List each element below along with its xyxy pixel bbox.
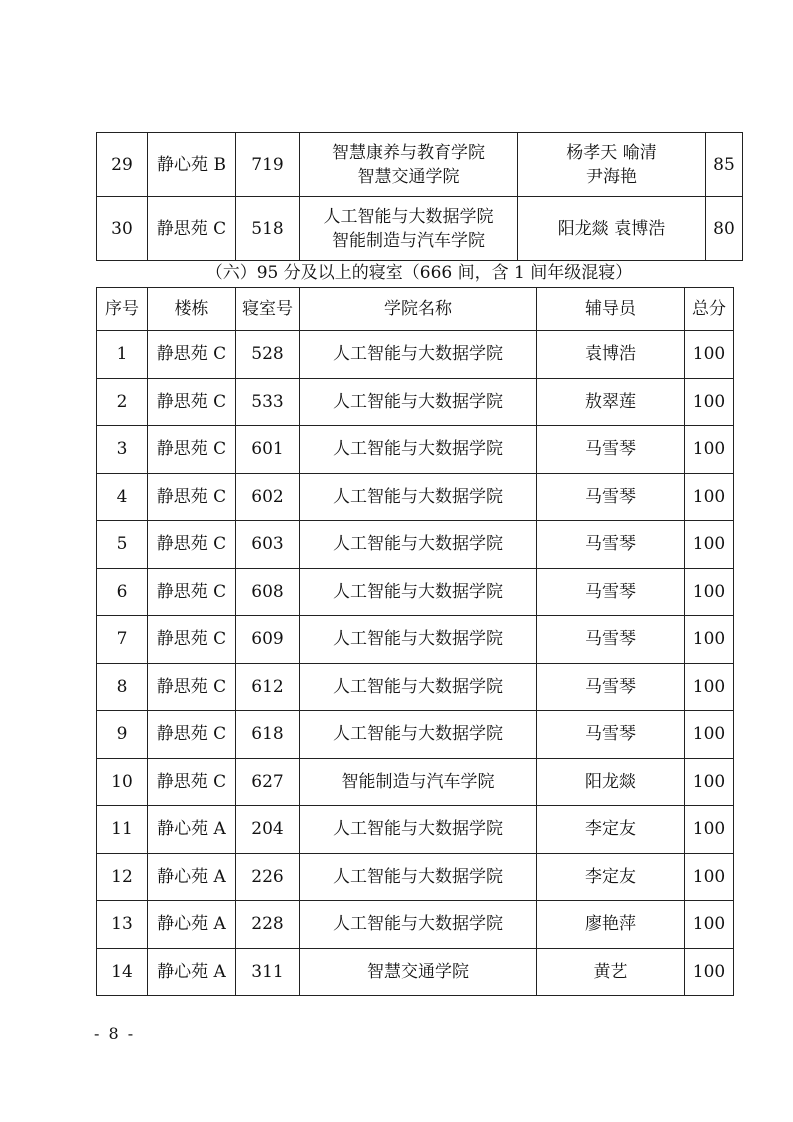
cell-no: 8 xyxy=(97,663,148,711)
cell-room: 528 xyxy=(236,331,300,379)
cell-room: 601 xyxy=(236,426,300,474)
cell-room: 533 xyxy=(236,378,300,426)
table-row xyxy=(97,331,734,379)
cell-building: 静心苑 B xyxy=(148,133,236,197)
cell-college: 智慧交通学院 xyxy=(300,948,537,996)
cell-college: 智能制造与汽车学院 xyxy=(300,758,537,806)
cell-college: 人工智能与大数据学院 xyxy=(300,568,537,616)
cell-building: 静思苑 C xyxy=(148,758,236,806)
cell-counselor: 马雪琴 xyxy=(537,616,685,664)
cell-building: 静心苑 A xyxy=(148,853,236,901)
cell-no: 30 xyxy=(97,197,148,261)
cell-counselor: 马雪琴 xyxy=(537,663,685,711)
header-room: 寝室号 xyxy=(236,288,300,331)
cell-room: 602 xyxy=(236,473,300,521)
header-no: 序号 xyxy=(97,288,148,331)
table-row xyxy=(97,521,734,569)
cell-no: 29 xyxy=(97,133,148,197)
cell-building: 静思苑 C xyxy=(148,331,236,379)
table-row xyxy=(97,133,743,197)
cell-line: 人工智能与大数据学院 xyxy=(323,206,494,227)
cell-no: 12 xyxy=(97,853,148,901)
cell-college: 人工智能与大数据学院 xyxy=(300,378,537,426)
cell-score: 100 xyxy=(685,901,734,949)
table-row xyxy=(97,853,734,901)
cell-score: 100 xyxy=(685,806,734,854)
header-score: 总分 xyxy=(685,288,734,331)
table-row xyxy=(97,758,734,806)
cell-line: 智慧康养与教育学院 xyxy=(332,142,485,163)
cell-score: 100 xyxy=(685,711,734,759)
table-row xyxy=(97,948,734,996)
cell-line: 杨孝天 喻清 xyxy=(566,142,657,163)
cell-counselor: 阳龙燚 xyxy=(537,758,685,806)
cell-no: 11 xyxy=(97,806,148,854)
cell-college xyxy=(300,133,518,197)
cell-college: 人工智能与大数据学院 xyxy=(300,853,537,901)
cell-building: 静心苑 A xyxy=(148,901,236,949)
cell-line: 阳龙燚 袁博浩 xyxy=(557,218,666,239)
table-row xyxy=(97,616,734,664)
cell-college: 人工智能与大数据学院 xyxy=(300,616,537,664)
table-row xyxy=(97,473,734,521)
table-row xyxy=(97,426,734,474)
dormitory-table xyxy=(96,287,734,996)
header-building: 楼栋 xyxy=(148,288,236,331)
cell-college: 人工智能与大数据学院 xyxy=(300,901,537,949)
cell-counselor: 马雪琴 xyxy=(537,426,685,474)
table-row xyxy=(97,663,734,711)
page-number: - 8 - xyxy=(94,1024,136,1043)
table-row xyxy=(97,197,743,261)
cell-college xyxy=(300,197,518,261)
cell-building: 静思苑 C xyxy=(148,473,236,521)
cell-college: 人工智能与大数据学院 xyxy=(300,473,537,521)
cell-counselor xyxy=(518,197,706,261)
cell-counselor: 马雪琴 xyxy=(537,473,685,521)
cell-room: 311 xyxy=(236,948,300,996)
cell-counselor: 马雪琴 xyxy=(537,711,685,759)
cell-college: 人工智能与大数据学院 xyxy=(300,331,537,379)
cell-college: 人工智能与大数据学院 xyxy=(300,806,537,854)
table-row xyxy=(97,711,734,759)
cell-counselor xyxy=(518,133,706,197)
table-row xyxy=(97,901,734,949)
cell-building: 静思苑 C xyxy=(148,197,236,261)
cell-building: 静思苑 C xyxy=(148,426,236,474)
cell-score: 100 xyxy=(685,663,734,711)
cell-college: 人工智能与大数据学院 xyxy=(300,663,537,711)
cell-score: 100 xyxy=(685,521,734,569)
cell-counselor: 马雪琴 xyxy=(537,568,685,616)
cell-no: 2 xyxy=(97,378,148,426)
cell-line: 智慧交通学院 xyxy=(357,166,460,187)
cell-building: 静思苑 C xyxy=(148,616,236,664)
cell-counselor: 李定友 xyxy=(537,853,685,901)
cell-building: 静思苑 C xyxy=(148,378,236,426)
section-heading: （六）95 分及以上的寝室（666 间，含 1 间年级混寝） xyxy=(205,263,633,283)
cell-score: 100 xyxy=(685,473,734,521)
cell-room: 228 xyxy=(236,901,300,949)
cell-no: 13 xyxy=(97,901,148,949)
continued-table xyxy=(96,132,743,261)
cell-college: 人工智能与大数据学院 xyxy=(300,426,537,474)
table-row xyxy=(97,806,734,854)
cell-score: 100 xyxy=(685,948,734,996)
cell-no: 1 xyxy=(97,331,148,379)
header-counselor: 辅导员 xyxy=(537,288,685,331)
cell-room: 627 xyxy=(236,758,300,806)
cell-room: 518 xyxy=(236,197,300,261)
cell-building: 静思苑 C xyxy=(148,568,236,616)
cell-score: 100 xyxy=(685,853,734,901)
cell-counselor: 廖艳萍 xyxy=(537,901,685,949)
cell-counselor: 敖翠莲 xyxy=(537,378,685,426)
cell-no: 14 xyxy=(97,948,148,996)
cell-score: 100 xyxy=(685,331,734,379)
cell-room: 612 xyxy=(236,663,300,711)
cell-score: 100 xyxy=(685,758,734,806)
cell-score: 80 xyxy=(706,197,743,261)
header-row xyxy=(97,288,734,331)
cell-counselor: 马雪琴 xyxy=(537,521,685,569)
cell-no: 3 xyxy=(97,426,148,474)
cell-college: 人工智能与大数据学院 xyxy=(300,521,537,569)
cell-line: 智能制造与汽车学院 xyxy=(332,230,485,251)
cell-building: 静心苑 A xyxy=(148,948,236,996)
cell-room: 226 xyxy=(236,853,300,901)
cell-room: 608 xyxy=(236,568,300,616)
cell-no: 6 xyxy=(97,568,148,616)
table-row xyxy=(97,378,734,426)
cell-score: 100 xyxy=(685,568,734,616)
cell-score: 85 xyxy=(706,133,743,197)
cell-building: 静思苑 C xyxy=(148,663,236,711)
cell-no: 5 xyxy=(97,521,148,569)
header-college: 学院名称 xyxy=(300,288,537,331)
cell-score: 100 xyxy=(685,616,734,664)
cell-room: 719 xyxy=(236,133,300,197)
cell-room: 618 xyxy=(236,711,300,759)
cell-counselor: 袁博浩 xyxy=(537,331,685,379)
cell-no: 9 xyxy=(97,711,148,759)
cell-line: 尹海艳 xyxy=(586,166,637,187)
cell-college: 人工智能与大数据学院 xyxy=(300,711,537,759)
cell-score: 100 xyxy=(685,426,734,474)
cell-room: 204 xyxy=(236,806,300,854)
cell-counselor: 黄艺 xyxy=(537,948,685,996)
cell-building: 静心苑 A xyxy=(148,806,236,854)
cell-score: 100 xyxy=(685,378,734,426)
cell-room: 609 xyxy=(236,616,300,664)
cell-building: 静思苑 C xyxy=(148,521,236,569)
table-row xyxy=(97,568,734,616)
cell-no: 10 xyxy=(97,758,148,806)
cell-room: 603 xyxy=(236,521,300,569)
cell-no: 7 xyxy=(97,616,148,664)
cell-counselor: 李定友 xyxy=(537,806,685,854)
cell-no: 4 xyxy=(97,473,148,521)
cell-building: 静思苑 C xyxy=(148,711,236,759)
